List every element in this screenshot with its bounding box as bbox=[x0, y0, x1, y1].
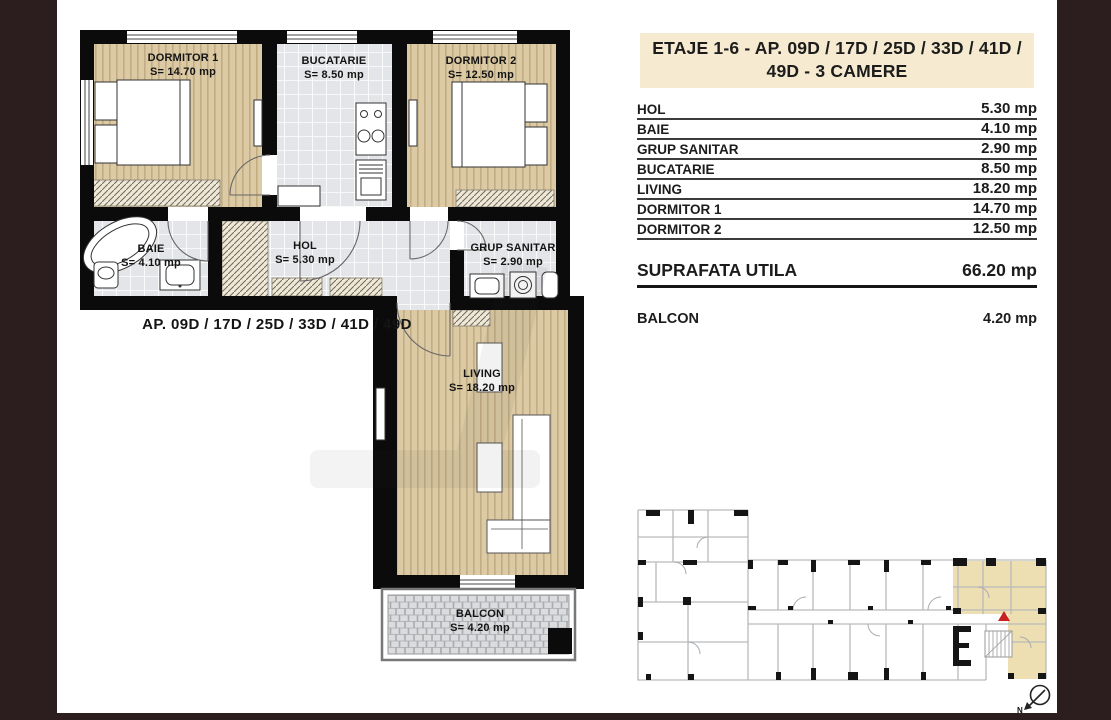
svg-text:N: N bbox=[1017, 706, 1023, 714]
apartment-number-label: AP. 09D / 17D / 25D / 33D / 41D / 49D bbox=[142, 316, 412, 333]
floor-plan bbox=[60, 10, 620, 690]
room-label-grup-sanitar: GRUP SANITAR S= 2.90 mp bbox=[470, 242, 556, 268]
title-banner bbox=[640, 33, 1034, 88]
room-label-dormitor-1: DORMITOR 1 S= 14.70 mp bbox=[147, 52, 219, 78]
stove-symbol bbox=[356, 103, 386, 155]
room-label-balcon: BALCON S= 4.20 mp bbox=[450, 608, 510, 634]
room-label-dormitor-2: DORMITOR 2 S= 12.50 mp bbox=[445, 55, 517, 81]
north-compass-icon bbox=[1017, 686, 1050, 715]
stairs-symbol bbox=[985, 631, 1012, 657]
fridge-symbol bbox=[356, 160, 386, 200]
area-table bbox=[637, 100, 1037, 240]
total-area-row: SUPRAFATA UTILA 66.20 mp bbox=[637, 260, 1037, 288]
kitchen-counter-symbol bbox=[278, 186, 320, 206]
room-label-hol: HOL S= 5.30 mp bbox=[275, 240, 335, 266]
building-key-plan bbox=[628, 502, 1052, 714]
room-label-bucatarie: BUCATARIE S= 8.50 mp bbox=[301, 55, 367, 81]
key-plan-svg bbox=[628, 502, 1052, 714]
table-row: BAIE 4.10 mp bbox=[637, 120, 1037, 140]
page bbox=[57, 0, 1057, 713]
balcony-area-row: BALCON 4.20 mp bbox=[637, 311, 1037, 327]
table-row: DORMITOR 2 12.50 mp bbox=[637, 220, 1037, 240]
table-row: HOL 5.30 mp bbox=[637, 100, 1037, 120]
table-row: GRUP SANITAR 2.90 mp bbox=[637, 140, 1037, 160]
room-label-living: LIVING S= 18.20 mp bbox=[448, 368, 516, 394]
title-line-2: 49D - 3 CAMERE bbox=[766, 61, 908, 81]
floor-plan-svg bbox=[60, 10, 620, 690]
table-row: LIVING 18.20 mp bbox=[637, 180, 1037, 200]
table-row: BUCATARIE 8.50 mp bbox=[637, 160, 1037, 180]
title-line-1: ETAJE 1-6 - AP. 09D / 17D / 25D / 33D / 41D / bbox=[652, 38, 1022, 58]
table-row: DORMITOR 1 14.70 mp bbox=[637, 200, 1037, 220]
info-panel bbox=[637, 0, 1037, 360]
room-label-baie: BAIE S= 4.10 mp bbox=[121, 243, 181, 269]
